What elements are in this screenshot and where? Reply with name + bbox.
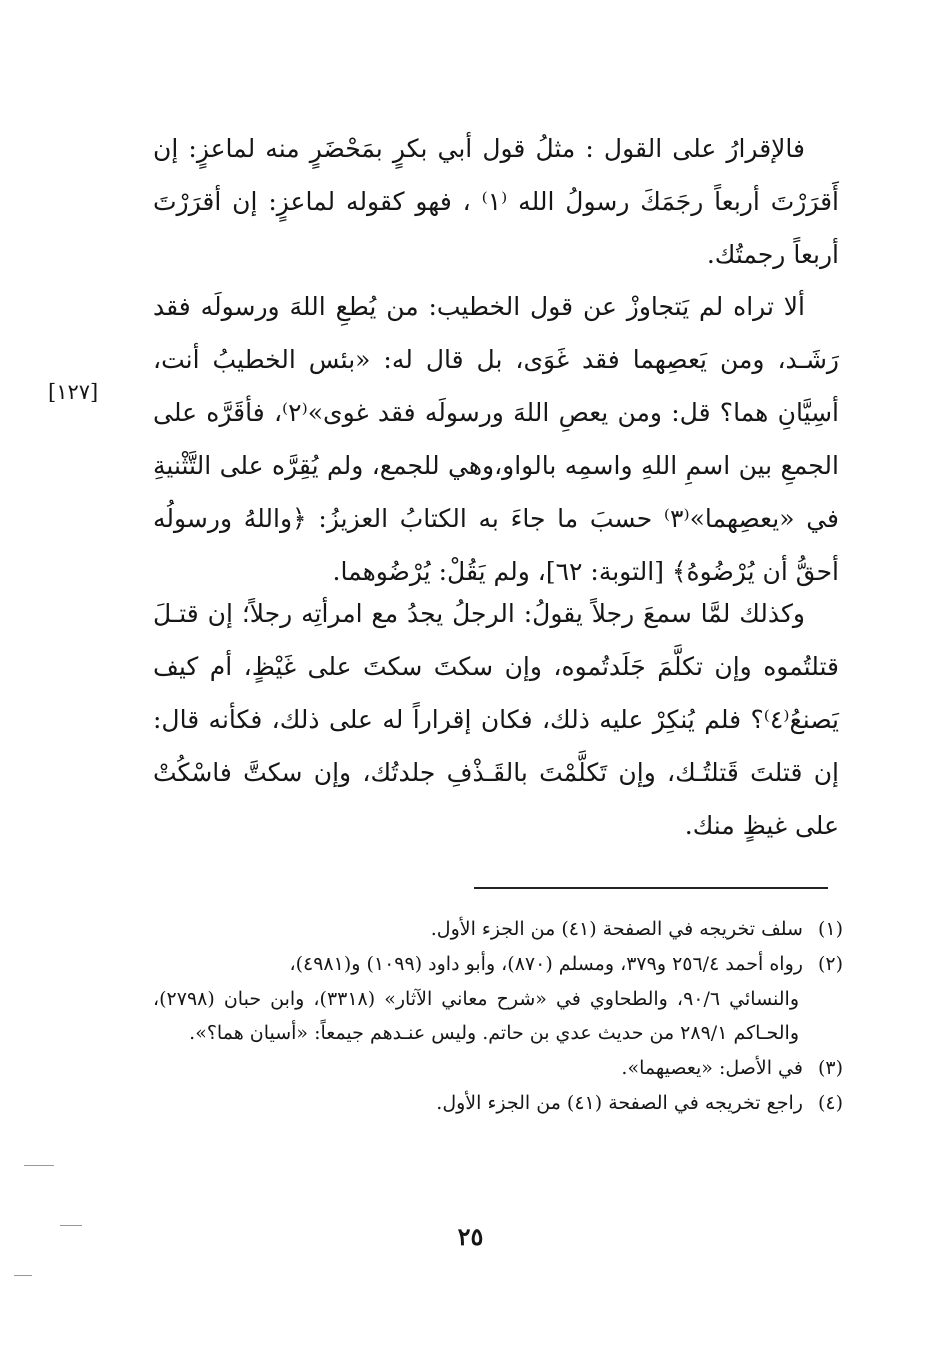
scan-speck (14, 1275, 32, 1276)
footnote-2-continuation: والنسائي ٩٠/٦، والطحاوي في «شرح معاني الآثار» (٣٣١٨)، وابن حبان (٢٧٩٨)، والحـاكم ٢٨٩/١ من حديث عدي بن حاتم. وليس عنـدهم جيمعاً: «أسيان هما؟». (153, 988, 799, 1044)
body-paragraph-2: ألا تراه لم يَتجاوزْ عن قول الخطيب: من يُطعِ اللهَ ورسولَه فقد رَشَـد، ومن يَعصِهما فقد غَوَى، بل قال له: «بئس الخطيبُ أنت، أسِيَّانِ هما؟ قل: ومن يعصِ اللهَ ورسولَه فقد غوى»⁽٢⁾، فأقَرَّه على الجمعِ بين اسمِ اللهِ واسمِه بالواو،وهي للجمع، ولم يُقِرَّه على التَّثْنيةِ في «يعصِهما»⁽٣⁾ حسبَ ما جاءَ به الكتابُ العزيزُ: ﴿واللهُ ورسولُه أحقُّ أن يُرْضُوهُ﴾ [التوبة: ٦٢]، ولم يَقُلْ: يُرْضُوهما. (153, 292, 840, 586)
footnote-text: سلف تخريجه في الصفحة (٤١) من الجزء الأول. (430, 918, 803, 940)
footnotes (153, 912, 843, 1121)
scan-speck (24, 1165, 54, 1166)
footnote-text: في الأصل: «يعصيهما». (621, 1057, 803, 1079)
footnote-1 (153, 912, 843, 946)
footnote-4 (153, 1086, 843, 1120)
footnote-text: رواه أحمد ٢٥٦/٤ و٣٧٩، ومسلم (٨٧٠)، وأبو داود (١٠٩٩) و(٤٩٨١)، (289, 953, 803, 975)
margin-page-reference: [١٢٧] (48, 380, 99, 404)
footnote-text: راجع تخريجه في الصفحة (٤١) من الجزء الأول. (436, 1092, 803, 1114)
footnote-number: (٣) (817, 1057, 843, 1079)
footnote-2 (153, 947, 843, 981)
page-number: ٢٥ (457, 1222, 484, 1251)
scan-speck (60, 1225, 82, 1226)
footnote-number: (٤) (817, 1092, 843, 1114)
footnote-number: (٢) (817, 953, 843, 975)
body-paragraph-1: فالإقرارُ على القول : مثلُ قول أبي بكرٍ بمَحْضَرٍ منه لماعزٍ: إن أَقرَرْتَ أربعاً رجَمَكَ رسولُ الله ⁽١⁾ ، فهو كقوله لماعزٍ: إن أقرَرْتَ أربعاً رجمتُك. (153, 134, 840, 269)
footnote-separator (474, 887, 828, 889)
footnote-number: (١) (817, 918, 843, 940)
body-paragraph-3: وكذلك لمَّا سمعَ رجلاً يقولُ: الرجلُ يجدُ مع امرأتِه رجلاً؛ إن قتـلَ قتلتُموه وإن تكلَّمَ جَلَدتُموه، وإن سكتَ سكتَ على غَيْظٍ، أم كيف يَصنعُ⁽٤⁾؟ فلم يُنكِرْ عليه ذلك، فكان إقراراً له على ذلك، فكأنه قال: إن قتلتَ قَتلتُـك، وإن تَكلَّمْتَ بالقَـذْفِ جلدتُك، وإن سكتَّ فاسْكُتْ على غيظٍ منك. (153, 599, 839, 840)
footnote-3 (153, 1051, 843, 1085)
